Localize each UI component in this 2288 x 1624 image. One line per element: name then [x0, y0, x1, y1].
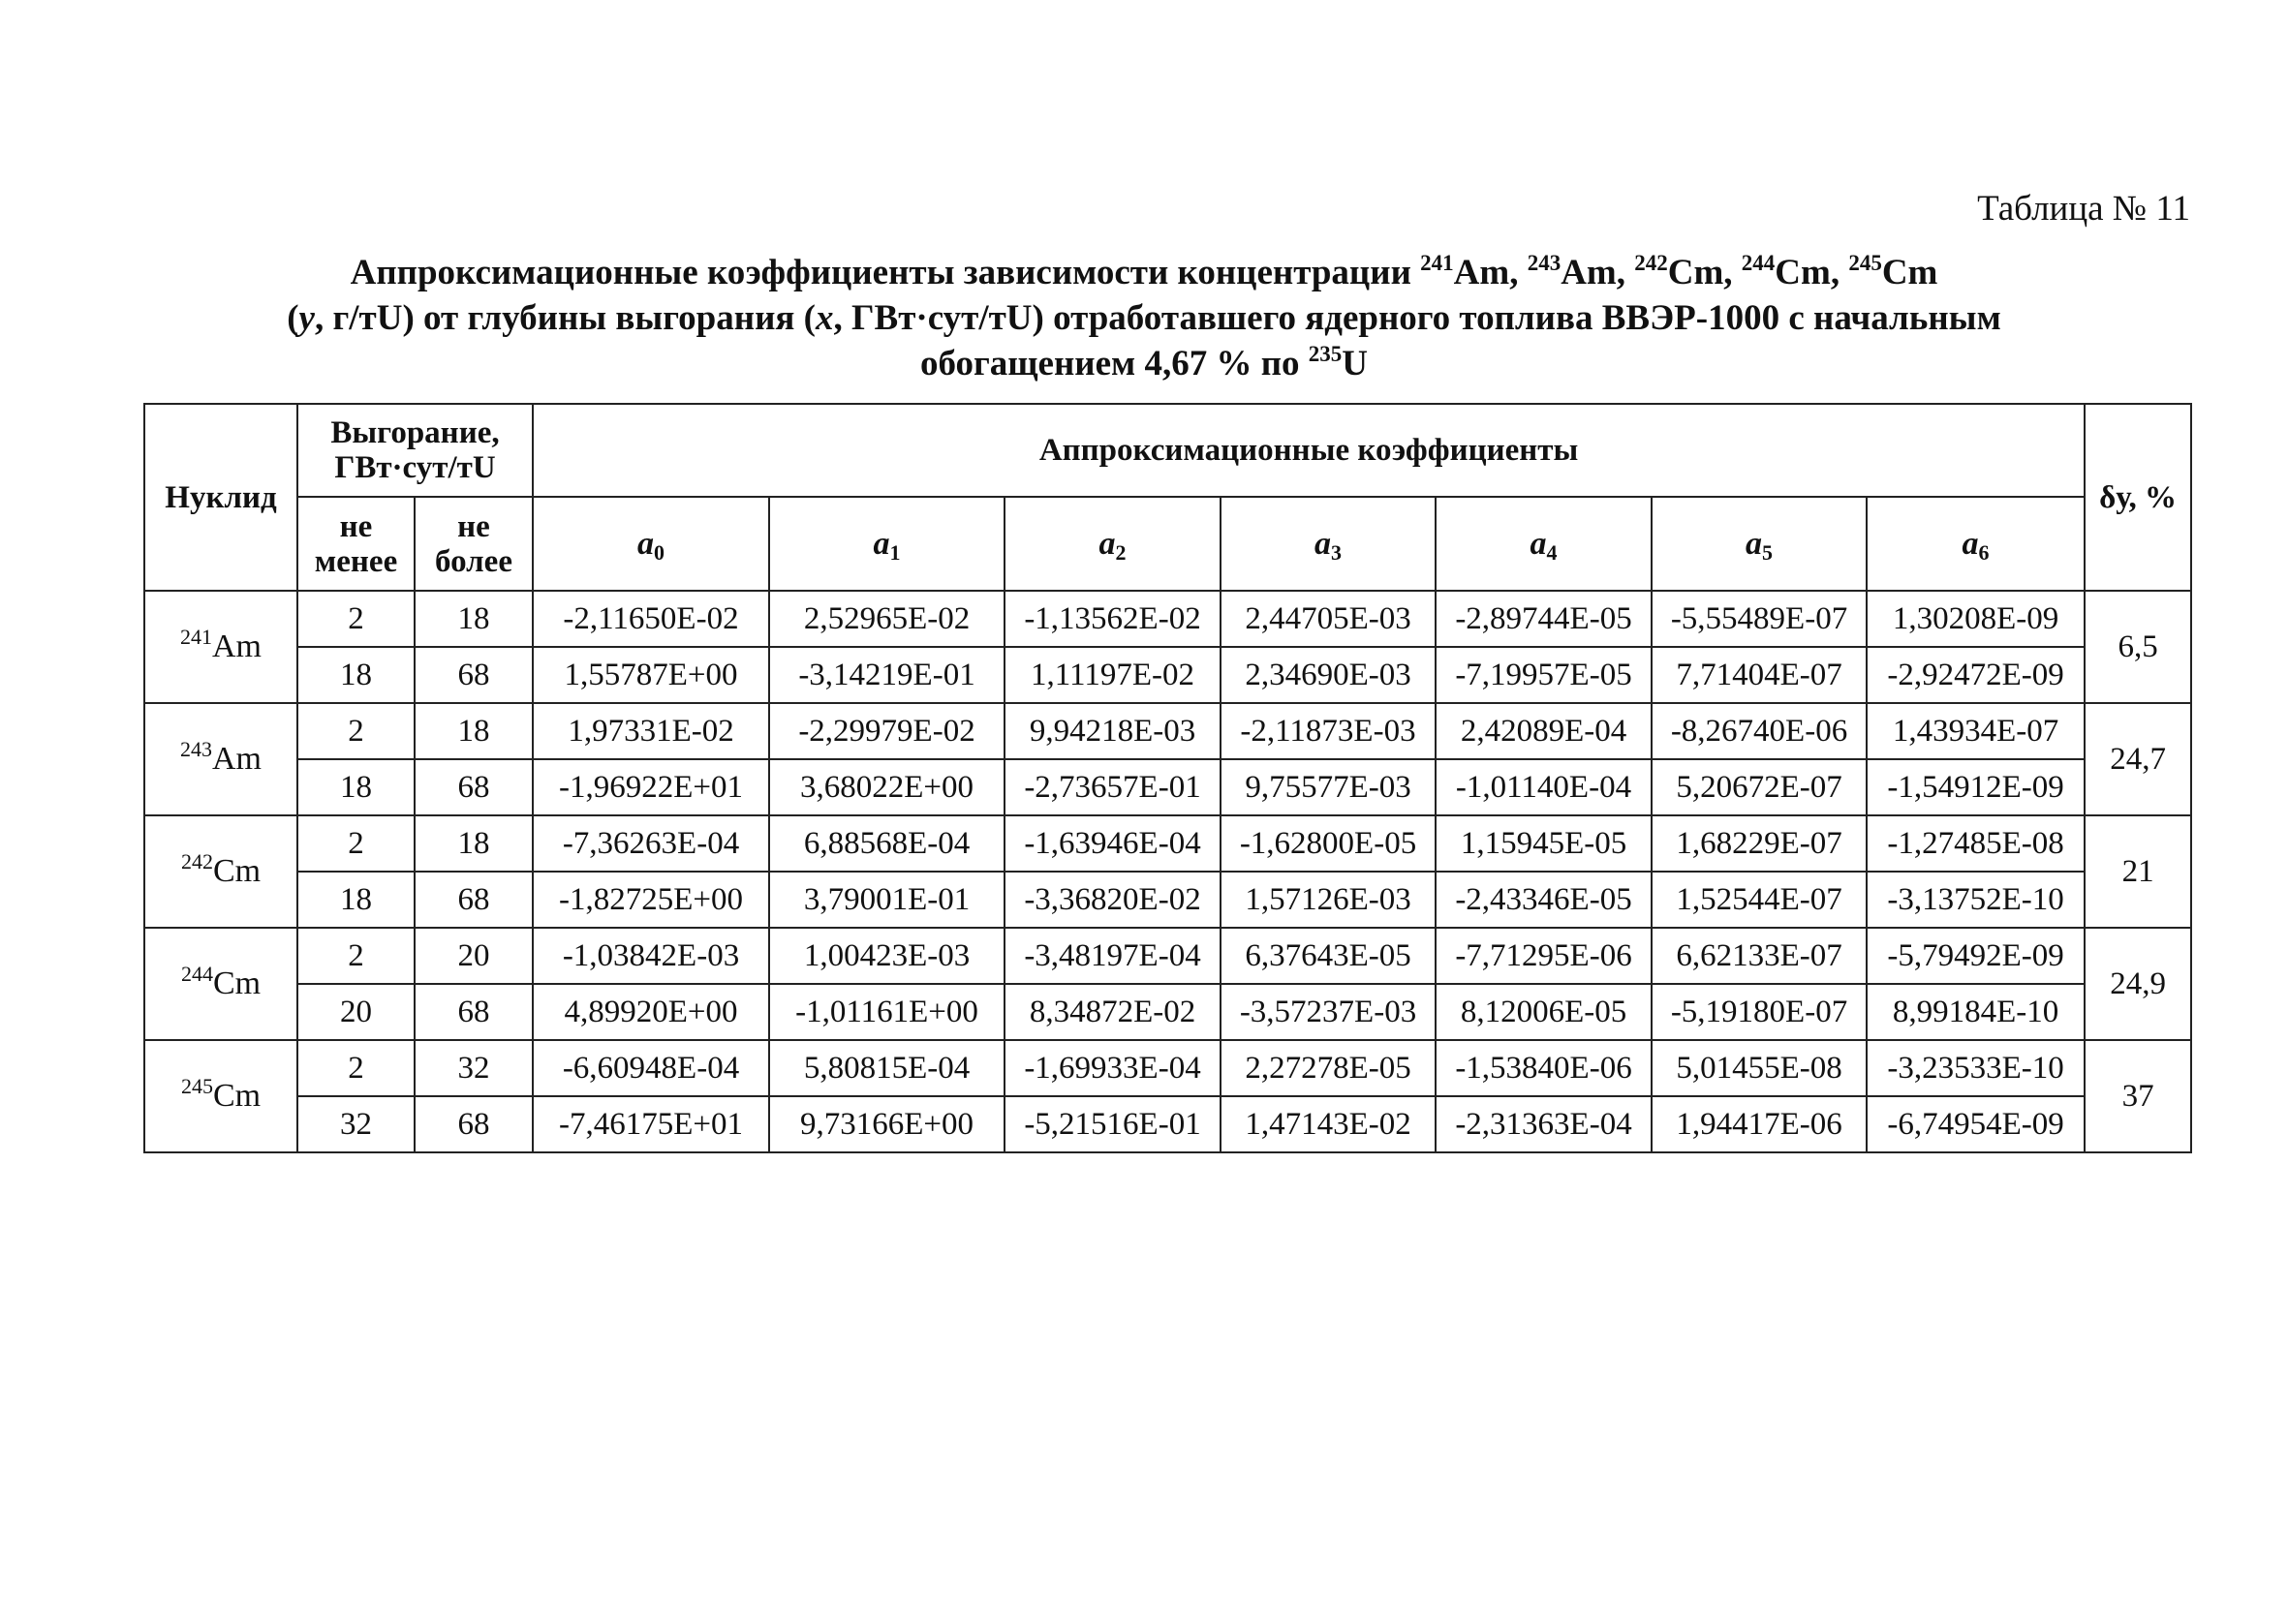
coef-a0-cell: -6,60948E-04 — [533, 1040, 769, 1096]
delta-cell: 21 — [2085, 815, 2191, 928]
coef-a4-cell: -7,19957E-05 — [1436, 647, 1652, 703]
title-nuclide-symbol: Am — [1561, 253, 1617, 292]
coef-a4-cell: 8,12006E-05 — [1436, 984, 1652, 1040]
coef-a5-cell: 1,52544E-07 — [1652, 872, 1867, 928]
burnup-max-cell: 68 — [415, 759, 533, 815]
table-number: Таблица № 11 — [1977, 189, 2190, 229]
coef-a1-cell: -1,01161E+00 — [769, 984, 1005, 1040]
coef-a2-cell: -1,63946E-04 — [1005, 815, 1221, 872]
burnup-min-cell: 18 — [297, 872, 415, 928]
title-nuclide-symbol: Am — [1453, 253, 1510, 292]
coef-symbol: a — [1314, 525, 1332, 562]
header-coef-a2 — [1005, 497, 1221, 591]
coef-a0-cell: -2,11650E-02 — [533, 591, 769, 647]
coef-a1-cell: -3,14219E-01 — [769, 647, 1005, 703]
coef-a3-cell: -2,11873E-03 — [1221, 703, 1436, 759]
coef-a2-cell: 8,34872E-02 — [1005, 984, 1221, 1040]
coef-a6-cell: -2,92472E-09 — [1867, 647, 2085, 703]
table-row — [144, 815, 2191, 872]
coef-a4-cell: -2,43346E-05 — [1436, 872, 1652, 928]
burnup-max-cell: 18 — [415, 703, 533, 759]
title-nuclide — [1742, 253, 1831, 292]
title-text: Аппроксимационные коэффициенты зависимости концентрации — [350, 253, 1411, 292]
coef-a3-cell: 1,47143E-02 — [1221, 1096, 1436, 1152]
burnup-max-cell: 18 — [415, 815, 533, 872]
header-min: не менее — [297, 497, 415, 591]
coef-a0-cell: -1,82725E+00 — [533, 872, 769, 928]
title-line3-text: обогащением 4,67 % по — [919, 344, 1300, 383]
table-row — [144, 1096, 2191, 1152]
header-coefficients: Аппроксимационные коэффициенты — [533, 404, 2085, 497]
coef-a6-cell: -5,79492E-09 — [1867, 928, 2085, 984]
header-coef-a1 — [769, 497, 1005, 591]
title-line2-b: , ГВт·сут/тU) отработавшего ядерного топлива ВВЭР-1000 с начальным — [833, 298, 2001, 338]
coef-a2-cell: -1,69933E-04 — [1005, 1040, 1221, 1096]
title-nuclide-mass: 242 — [1634, 251, 1668, 275]
title-nuclide — [1528, 253, 1617, 292]
coef-index: 1 — [889, 539, 901, 565]
coef-index: 3 — [1331, 539, 1343, 565]
nuclide-mass: 244 — [180, 962, 213, 986]
coef-a2-cell: -3,48197E-04 — [1005, 928, 1221, 984]
coef-a2-cell: -1,13562E-02 — [1005, 591, 1221, 647]
coef-index: 6 — [1978, 539, 1990, 565]
coef-a6-cell: -1,54912E-09 — [1867, 759, 2085, 815]
coef-a4-cell: 1,15945E-05 — [1436, 815, 1652, 872]
coef-a4-cell: 2,42089E-04 — [1436, 703, 1652, 759]
burnup-max-cell: 18 — [415, 591, 533, 647]
title-line-1 — [145, 250, 2143, 295]
coef-a0-cell: -7,36263E-04 — [533, 815, 769, 872]
coef-a4-cell: -2,31363E-04 — [1436, 1096, 1652, 1152]
title-y-var: y — [298, 298, 315, 338]
coef-a1-cell: 1,00423E-03 — [769, 928, 1005, 984]
nuclide-cell — [144, 815, 297, 928]
burnup-min-cell: 2 — [297, 703, 415, 759]
coef-a5-cell: 1,68229E-07 — [1652, 815, 1867, 872]
burnup-max-cell: 68 — [415, 647, 533, 703]
title-nuclide-mass: 241 — [1420, 251, 1454, 275]
title-nuclide — [1420, 253, 1509, 292]
title-nuclide-mass: 243 — [1527, 251, 1561, 275]
coef-a5-cell: 6,62133E-07 — [1652, 928, 1867, 984]
table-row — [144, 928, 2191, 984]
coef-a5-cell: 1,94417E-06 — [1652, 1096, 1867, 1152]
coef-a0-cell: 4,89920E+00 — [533, 984, 769, 1040]
coef-symbol: a — [637, 525, 655, 562]
coef-a5-cell: -5,55489E-07 — [1652, 591, 1867, 647]
burnup-min-cell: 2 — [297, 928, 415, 984]
title-nuclide — [1634, 253, 1723, 292]
nuclide-cell — [144, 591, 297, 703]
table-row — [144, 872, 2191, 928]
coef-index: 0 — [654, 539, 665, 565]
table-row — [144, 591, 2191, 647]
header-coef-a4 — [1436, 497, 1652, 591]
header-nuclide: Нуклид — [144, 404, 297, 591]
header-delta: δу, % — [2085, 404, 2191, 591]
burnup-max-cell: 32 — [415, 1040, 533, 1096]
coef-a0-cell: 1,55787E+00 — [533, 647, 769, 703]
coef-a0-cell: -1,96922E+01 — [533, 759, 769, 815]
coef-a3-cell: 6,37643E-05 — [1221, 928, 1436, 984]
coef-a1-cell: -2,29979E-02 — [769, 703, 1005, 759]
coef-a2-cell: -5,21516E-01 — [1005, 1096, 1221, 1152]
coef-a5-cell: -5,19180E-07 — [1652, 984, 1867, 1040]
coef-a4-cell: -2,89744E-05 — [1436, 591, 1652, 647]
title-nuclide-list: $^{241}$Am, $^{243}$Am, $^{242}$Cm, $^{244}$Cm, $^{245}$Cm — [1420, 251, 1938, 292]
delta-cell: 37 — [2085, 1040, 2191, 1152]
burnup-min-cell: 2 — [297, 591, 415, 647]
coef-index: 5 — [1762, 539, 1774, 565]
nuclide-mass: 242 — [180, 849, 213, 873]
title-nuclide-symbol: Cm — [1775, 253, 1831, 292]
title-nuclide — [1848, 253, 1937, 292]
table-header — [144, 404, 2191, 591]
burnup-min-cell: 18 — [297, 647, 415, 703]
title-nuclide-mass: 245 — [1848, 251, 1882, 275]
coef-a1-cell: 2,52965E-02 — [769, 591, 1005, 647]
burnup-max-cell: 68 — [415, 872, 533, 928]
coef-a0-cell: -7,46175E+01 — [533, 1096, 769, 1152]
coef-symbol: a — [1962, 525, 1979, 562]
title-u-mass: 235 — [1308, 342, 1343, 366]
burnup-max-cell: 20 — [415, 928, 533, 984]
coef-symbol: a — [1098, 525, 1116, 562]
header-coef-a5 — [1652, 497, 1867, 591]
table-title — [145, 250, 2143, 386]
coef-a6-cell: -3,13752E-10 — [1867, 872, 2085, 928]
coefficients-table — [143, 403, 2192, 1153]
coef-a3-cell: 2,34690E-03 — [1221, 647, 1436, 703]
coef-a0-cell: 1,97331E-02 — [533, 703, 769, 759]
coef-a6-cell: -3,23533E-10 — [1867, 1040, 2085, 1096]
coef-a3-cell: -1,62800E-05 — [1221, 815, 1436, 872]
coef-a1-cell: 3,68022E+00 — [769, 759, 1005, 815]
nuclide-symbol: Cm — [212, 1078, 262, 1114]
coef-a2-cell: 1,11197E-02 — [1005, 647, 1221, 703]
coef-a6-cell: 1,43934E-07 — [1867, 703, 2085, 759]
title-nuclide-mass: 244 — [1741, 251, 1776, 275]
nuclide-cell — [144, 1040, 297, 1152]
coef-a1-cell: 3,79001E-01 — [769, 872, 1005, 928]
coef-a3-cell: -3,57237E-03 — [1221, 984, 1436, 1040]
header-coef-a0 — [533, 497, 769, 591]
burnup-min-cell: 2 — [297, 1040, 415, 1096]
table-row — [144, 759, 2191, 815]
coef-a6-cell: 1,30208E-09 — [1867, 591, 2085, 647]
burnup-max-cell: 68 — [415, 984, 533, 1040]
coef-a5-cell: 5,01455E-08 — [1652, 1040, 1867, 1096]
burnup-max-cell: 68 — [415, 1096, 533, 1152]
burnup-min-cell: 18 — [297, 759, 415, 815]
nuclide-mass: 241 — [180, 625, 212, 649]
nuclide-symbol: Am — [212, 628, 262, 664]
table-row — [144, 647, 2191, 703]
coef-index: 4 — [1546, 539, 1558, 565]
nuclide-symbol: Am — [212, 741, 262, 777]
header-coef-a3 — [1221, 497, 1436, 591]
coef-index: 2 — [1115, 539, 1127, 565]
coef-a3-cell: 2,44705E-03 — [1221, 591, 1436, 647]
coef-a5-cell: 5,20672E-07 — [1652, 759, 1867, 815]
table-row — [144, 1040, 2191, 1096]
coef-a4-cell: -7,71295E-06 — [1436, 928, 1652, 984]
nuclide-symbol: Cm — [212, 853, 262, 889]
coef-a2-cell: 9,94218E-03 — [1005, 703, 1221, 759]
table-body — [144, 591, 2191, 1152]
title-nuclide-symbol: Cm — [1667, 253, 1724, 292]
coef-a1-cell: 5,80815E-04 — [769, 1040, 1005, 1096]
coef-symbol: a — [1530, 525, 1547, 562]
coef-a2-cell: -3,36820E-02 — [1005, 872, 1221, 928]
coef-a0-cell: -1,03842E-03 — [533, 928, 769, 984]
coef-a3-cell: 9,75577E-03 — [1221, 759, 1436, 815]
coef-symbol: a — [1746, 525, 1763, 562]
burnup-min-cell: 20 — [297, 984, 415, 1040]
coef-a2-cell: -2,73657E-01 — [1005, 759, 1221, 815]
table-row — [144, 703, 2191, 759]
nuclide-mass: 245 — [180, 1074, 213, 1098]
header-max: не более — [415, 497, 533, 591]
coef-a4-cell: -1,01140E-04 — [1436, 759, 1652, 815]
title-line-2: (y, г/тU) от глубины выгорания (x, ГВт·сут/тU) отработавшего ядерного топлива ВВЭР-1000 с начальным — [287, 298, 2001, 338]
coef-a4-cell: -1,53840E-06 — [1436, 1040, 1652, 1096]
title-u-symbol: U — [1342, 344, 1369, 383]
nuclide-cell — [144, 928, 297, 1040]
coef-a5-cell: -8,26740E-06 — [1652, 703, 1867, 759]
coef-a1-cell: 6,88568E-04 — [769, 815, 1005, 872]
header-burnup: Выгорание, ГВт·сут/тU — [297, 404, 533, 497]
burnup-min-cell: 2 — [297, 815, 415, 872]
title-line-3 — [145, 341, 2143, 386]
delta-cell: 24,9 — [2085, 928, 2191, 1040]
coef-a3-cell: 2,27278E-05 — [1221, 1040, 1436, 1096]
title-line2-a: , г/тU) от глубины выгорания ( — [314, 298, 816, 338]
coef-a1-cell: 9,73166E+00 — [769, 1096, 1005, 1152]
header-coef-a6 — [1867, 497, 2085, 591]
delta-cell: 6,5 — [2085, 591, 2191, 703]
coef-a6-cell: -6,74954E-09 — [1867, 1096, 2085, 1152]
title-x-var: x — [815, 298, 834, 338]
coef-a5-cell: 7,71404E-07 — [1652, 647, 1867, 703]
nuclide-cell — [144, 703, 297, 815]
coef-a6-cell: -1,27485E-08 — [1867, 815, 2085, 872]
coef-symbol: a — [873, 525, 890, 562]
nuclide-symbol: Cm — [212, 965, 262, 1001]
nuclide-mass: 243 — [180, 737, 212, 761]
coef-a6-cell: 8,99184E-10 — [1867, 984, 2085, 1040]
table-row — [144, 984, 2191, 1040]
burnup-min-cell: 32 — [297, 1096, 415, 1152]
coef-a3-cell: 1,57126E-03 — [1221, 872, 1436, 928]
title-nuclide-symbol: Cm — [1881, 253, 1938, 292]
delta-cell: 24,7 — [2085, 703, 2191, 815]
